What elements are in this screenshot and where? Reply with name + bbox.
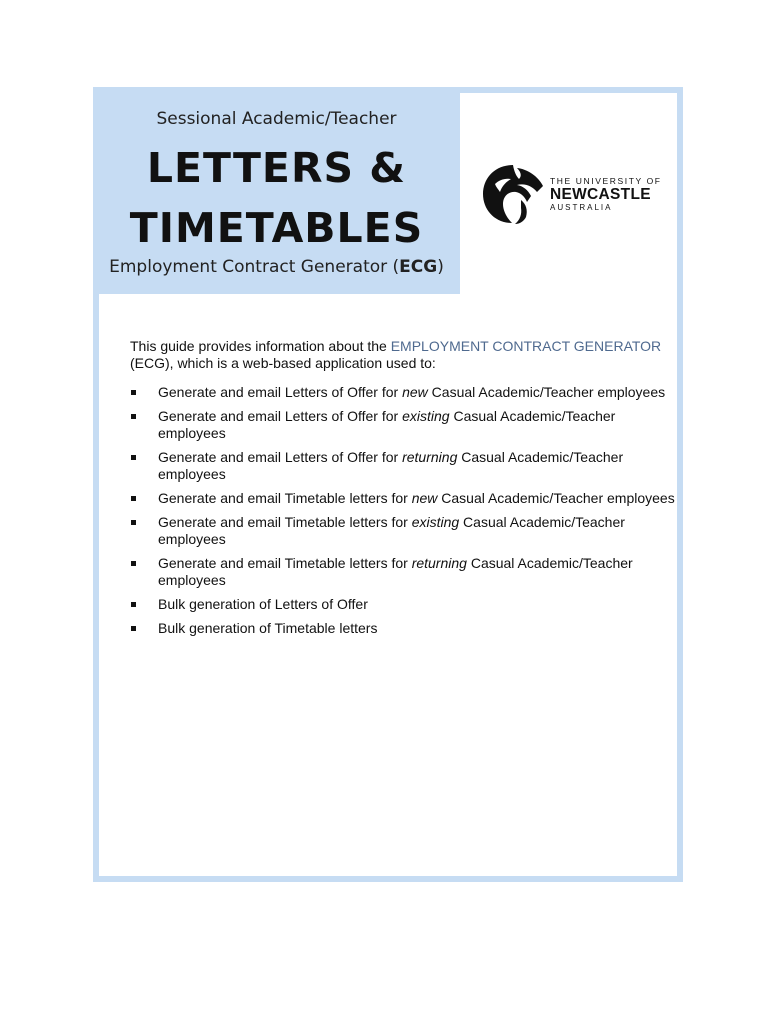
intro-highlight: EMPLOYMENT CONTRACT GENERATOR [390,338,662,354]
bullet-icon [131,561,136,566]
intro-after: (ECG), which is a web-based application used to: [130,355,436,371]
bullet-icon [131,520,136,525]
ecg-prefix: Employment Contract Generator ( [109,257,400,277]
item-emphasis: existing [411,514,460,530]
logo-line-australia: AUSTRALIA [550,203,613,212]
list-item [130,596,675,613]
item-text-after: Casual Academic/Teacher employees [158,408,616,441]
bullet-icon [131,390,136,395]
list-item [130,490,675,507]
list-item [130,384,675,401]
newcastle-crest-icon [481,162,545,226]
title-panel [93,87,460,294]
guide-content [130,338,675,644]
item-text: Bulk generation of Timetable letters [158,620,378,636]
list-item [130,408,675,442]
item-text: Generate and email Timetable letters for [158,490,412,506]
item-text: Generate and email Letters of Offer for [158,384,403,400]
list-item [130,514,675,548]
university-logo [481,162,681,226]
item-emphasis: new [402,384,428,400]
bullet-icon [131,602,136,607]
item-emphasis: returning [411,555,467,571]
item-text-after: Casual Academic/Teacher employees [158,449,624,482]
bullet-icon [131,414,136,419]
logo-line-newcastle: NEWCASTLE [550,186,651,203]
ecg-abbrev: ECG [399,257,438,277]
bullet-icon [131,496,136,501]
document-subtitle: Sessional Academic/Teacher [156,109,397,129]
item-text-after: Casual Academic/Teacher employees [158,555,633,588]
bullet-icon [131,455,136,460]
intro-paragraph [130,338,675,372]
logo-line-university: THE UNIVERSITY OF [550,176,662,186]
bullet-icon [131,626,136,631]
item-text-after: Casual Academic/Teacher employees [158,514,625,547]
item-emphasis: new [411,490,438,506]
item-text: Generate and email Timetable letters for [158,514,412,530]
item-text: Generate and email Letters of Offer for [158,408,403,424]
title-line-timetables: TIMETABLES [129,204,424,252]
list-item [130,620,675,637]
item-text: Bulk generation of Letters of Offer [158,596,368,612]
item-emphasis: existing [402,408,450,424]
features-list [130,384,675,637]
item-emphasis: returning [402,449,458,465]
item-text-after: Casual Academic/Teacher employees [437,490,675,506]
item-text-after: Casual Academic/Teacher employees [427,384,666,400]
item-text: Generate and email Letters of Offer for [158,449,403,465]
item-text: Generate and email Timetable letters for [158,555,412,571]
title-line-letters: LETTERS & [146,144,407,192]
ecg-caption [93,257,460,277]
list-item [130,555,675,589]
ecg-suffix: ) [437,257,444,277]
logo-wordmark [550,176,662,212]
intro-before: This guide provides information about the [130,338,391,354]
list-item [130,449,675,483]
